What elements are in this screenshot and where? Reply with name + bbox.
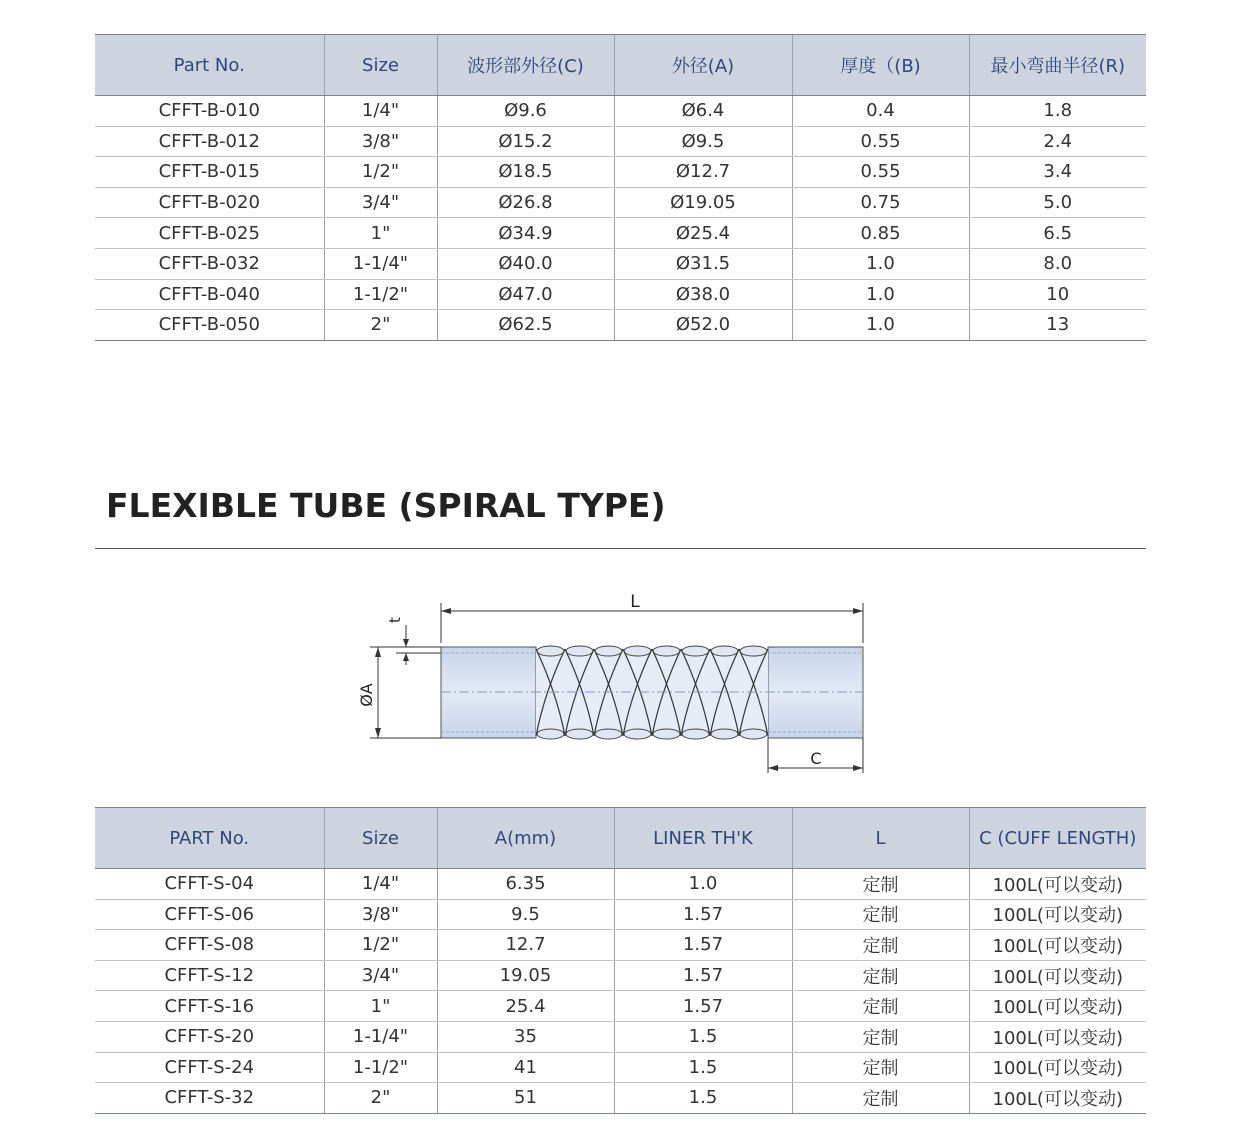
table-cell: 6.5 <box>969 218 1146 249</box>
table-cell: 定制 <box>792 1083 969 1114</box>
coil-crest <box>595 729 622 739</box>
table-cell: Ø34.9 <box>437 218 614 249</box>
table-cell: CFFT-B-040 <box>95 279 324 310</box>
label-c: C <box>810 749 822 768</box>
coil-crest <box>624 646 651 656</box>
table-cell: 1.5 <box>614 1052 792 1083</box>
table-row <box>95 279 1146 310</box>
table-cell: Ø38.0 <box>614 279 792 310</box>
table-cell: 0.75 <box>792 187 969 218</box>
coil-crest <box>624 729 651 739</box>
table-cell: 3/8" <box>324 899 437 930</box>
table-cell: 1" <box>324 218 437 249</box>
table-cell: 1/4" <box>324 869 437 900</box>
table-row <box>95 96 1146 127</box>
section-title: FLEXIBLE TUBE (SPIRAL TYPE) <box>106 486 666 525</box>
header-cuff-length: C (CUFF LENGTH) <box>969 808 1146 869</box>
bellows-spec-table <box>95 34 1146 341</box>
table-cell: CFFT-S-20 <box>95 1021 324 1052</box>
table-row <box>95 960 1146 991</box>
table-cell: 25.4 <box>437 991 614 1022</box>
header-thickness: 厚度（(B) <box>792 35 969 96</box>
coil-crest <box>595 646 622 656</box>
table-cell: 3/4" <box>324 960 437 991</box>
table-cell: 10 <box>969 279 1146 310</box>
table-cell: 51 <box>437 1083 614 1114</box>
table-cell: 定制 <box>792 899 969 930</box>
table-cell: 2" <box>324 310 437 341</box>
table-cell: Ø31.5 <box>614 248 792 279</box>
table-cell: 1.57 <box>614 899 792 930</box>
table-cell: 0.4 <box>792 96 969 127</box>
header-part-no: Part No. <box>95 35 324 96</box>
table-body <box>95 869 1146 1114</box>
table-cell: 3/4" <box>324 187 437 218</box>
table-cell: 1.8 <box>969 96 1146 127</box>
coil-crest <box>711 646 738 656</box>
table-cell: 定制 <box>792 991 969 1022</box>
table-cell: CFFT-S-16 <box>95 991 324 1022</box>
table-cell: 1.5 <box>614 1083 792 1114</box>
table-cell: 0.55 <box>792 157 969 188</box>
coil-crest <box>682 729 709 739</box>
header-length: L <box>792 808 969 869</box>
table-cell: 41 <box>437 1052 614 1083</box>
table-cell: CFFT-S-12 <box>95 960 324 991</box>
table-row <box>95 869 1146 900</box>
table-cell: 0.85 <box>792 218 969 249</box>
label-l: L <box>630 592 640 612</box>
header-min-bend-radius: 最小弯曲半径(R) <box>969 35 1146 96</box>
table-cell: CFFT-B-015 <box>95 157 324 188</box>
table-cell: Ø40.0 <box>437 248 614 279</box>
table-cell: 6.35 <box>437 869 614 900</box>
table-cell: 100L(可以变动) <box>969 960 1146 991</box>
label-a: ØA <box>357 683 376 707</box>
table-cell: 1.0 <box>614 869 792 900</box>
table-cell: 1.0 <box>792 248 969 279</box>
table-cell: 35 <box>437 1021 614 1052</box>
header-part-no: PART No. <box>95 808 324 869</box>
table-cell: CFFT-B-012 <box>95 126 324 157</box>
table-cell: Ø25.4 <box>614 218 792 249</box>
header-outer-diameter: 外径(A) <box>614 35 792 96</box>
table-cell: CFFT-S-04 <box>95 869 324 900</box>
table-cell: 1.57 <box>614 930 792 961</box>
table-body <box>95 96 1146 341</box>
table-cell: 19.05 <box>437 960 614 991</box>
table-row <box>95 1052 1146 1083</box>
coil-crest <box>711 729 738 739</box>
table-cell: 定制 <box>792 869 969 900</box>
table-cell: 定制 <box>792 1021 969 1052</box>
table-cell: 1-1/4" <box>324 248 437 279</box>
table-cell: 定制 <box>792 1052 969 1083</box>
coil-crest <box>537 729 564 739</box>
table-cell: 2" <box>324 1083 437 1114</box>
table-row <box>95 218 1146 249</box>
table-cell: Ø9.6 <box>437 96 614 127</box>
table-cell: 5.0 <box>969 187 1146 218</box>
table-cell: 0.55 <box>792 126 969 157</box>
coil-crest <box>740 729 767 739</box>
table-cell: 1/2" <box>324 157 437 188</box>
table-cell: CFFT-B-010 <box>95 96 324 127</box>
table-cell: 1" <box>324 991 437 1022</box>
table-cell: CFFT-S-08 <box>95 930 324 961</box>
table-cell: Ø52.0 <box>614 310 792 341</box>
table-cell: 3.4 <box>969 157 1146 188</box>
table-cell: 100L(可以变动) <box>969 869 1146 900</box>
table-cell: 定制 <box>792 960 969 991</box>
table-cell: Ø62.5 <box>437 310 614 341</box>
table-cell: 1.5 <box>614 1021 792 1052</box>
table-cell: 100L(可以变动) <box>969 1083 1146 1114</box>
table-cell: 9.5 <box>437 899 614 930</box>
table-cell: 8.0 <box>969 248 1146 279</box>
table-cell: 1.57 <box>614 960 792 991</box>
table-cell: 1.0 <box>792 310 969 341</box>
coil-crest <box>566 729 593 739</box>
table-cell: 100L(可以变动) <box>969 899 1146 930</box>
table-row <box>95 157 1146 188</box>
header-size: Size <box>324 808 437 869</box>
table-cell: CFFT-B-050 <box>95 310 324 341</box>
table-cell: 3/8" <box>324 126 437 157</box>
table-cell: Ø15.2 <box>437 126 614 157</box>
table-cell: 1/2" <box>324 930 437 961</box>
table-cell: 定制 <box>792 930 969 961</box>
coil-crest <box>653 646 680 656</box>
table-cell: Ø18.5 <box>437 157 614 188</box>
coil-crest <box>740 646 767 656</box>
table-cell: CFFT-B-020 <box>95 187 324 218</box>
dimension-c <box>768 738 863 773</box>
table-cell: 100L(可以变动) <box>969 1052 1146 1083</box>
table-header-row <box>95 35 1146 96</box>
table-cell: 1/4" <box>324 96 437 127</box>
spiral-tube-spec-table <box>95 807 1146 1114</box>
table-cell: 100L(可以变动) <box>969 1021 1146 1052</box>
table-cell: 100L(可以变动) <box>969 930 1146 961</box>
table-cell: 2.4 <box>969 126 1146 157</box>
table-cell: 1-1/2" <box>324 1052 437 1083</box>
table-row <box>95 310 1146 341</box>
table-cell: Ø26.8 <box>437 187 614 218</box>
spiral-tube-diagram <box>340 585 880 785</box>
table-row <box>95 991 1146 1022</box>
label-t: t <box>386 617 404 623</box>
table-row <box>95 248 1146 279</box>
table-row <box>95 899 1146 930</box>
table-cell: CFFT-B-032 <box>95 248 324 279</box>
table-header-row <box>95 808 1146 869</box>
table-cell: 13 <box>969 310 1146 341</box>
table-cell: CFFT-S-06 <box>95 899 324 930</box>
table-cell: 100L(可以变动) <box>969 991 1146 1022</box>
coil-crest <box>566 646 593 656</box>
dimension-l <box>441 592 863 643</box>
table-cell: Ø47.0 <box>437 279 614 310</box>
dimension-a <box>357 647 441 738</box>
table-cell: Ø12.7 <box>614 157 792 188</box>
coil-crest <box>653 729 680 739</box>
table-row <box>95 1083 1146 1114</box>
header-a-mm: A(mm) <box>437 808 614 869</box>
coil-crest <box>537 646 564 656</box>
table-cell: 1.57 <box>614 991 792 1022</box>
table-row <box>95 126 1146 157</box>
title-divider <box>95 548 1146 549</box>
header-size: Size <box>324 35 437 96</box>
table-row <box>95 930 1146 961</box>
table-cell: Ø9.5 <box>614 126 792 157</box>
table-cell: 1-1/2" <box>324 279 437 310</box>
table-cell: 1-1/4" <box>324 1021 437 1052</box>
table-cell: CFFT-S-24 <box>95 1052 324 1083</box>
table-row <box>95 1021 1146 1052</box>
table-cell: CFFT-S-32 <box>95 1083 324 1114</box>
coil-crest <box>682 646 709 656</box>
table-cell: Ø19.05 <box>614 187 792 218</box>
dimension-t <box>386 617 441 665</box>
table-cell: 1.0 <box>792 279 969 310</box>
table-row <box>95 187 1146 218</box>
table-cell: Ø6.4 <box>614 96 792 127</box>
table-cell: 12.7 <box>437 930 614 961</box>
header-liner-thickness: LINER TH'K <box>614 808 792 869</box>
header-corrugation-od: 波形部外径(C) <box>437 35 614 96</box>
table-cell: CFFT-B-025 <box>95 218 324 249</box>
